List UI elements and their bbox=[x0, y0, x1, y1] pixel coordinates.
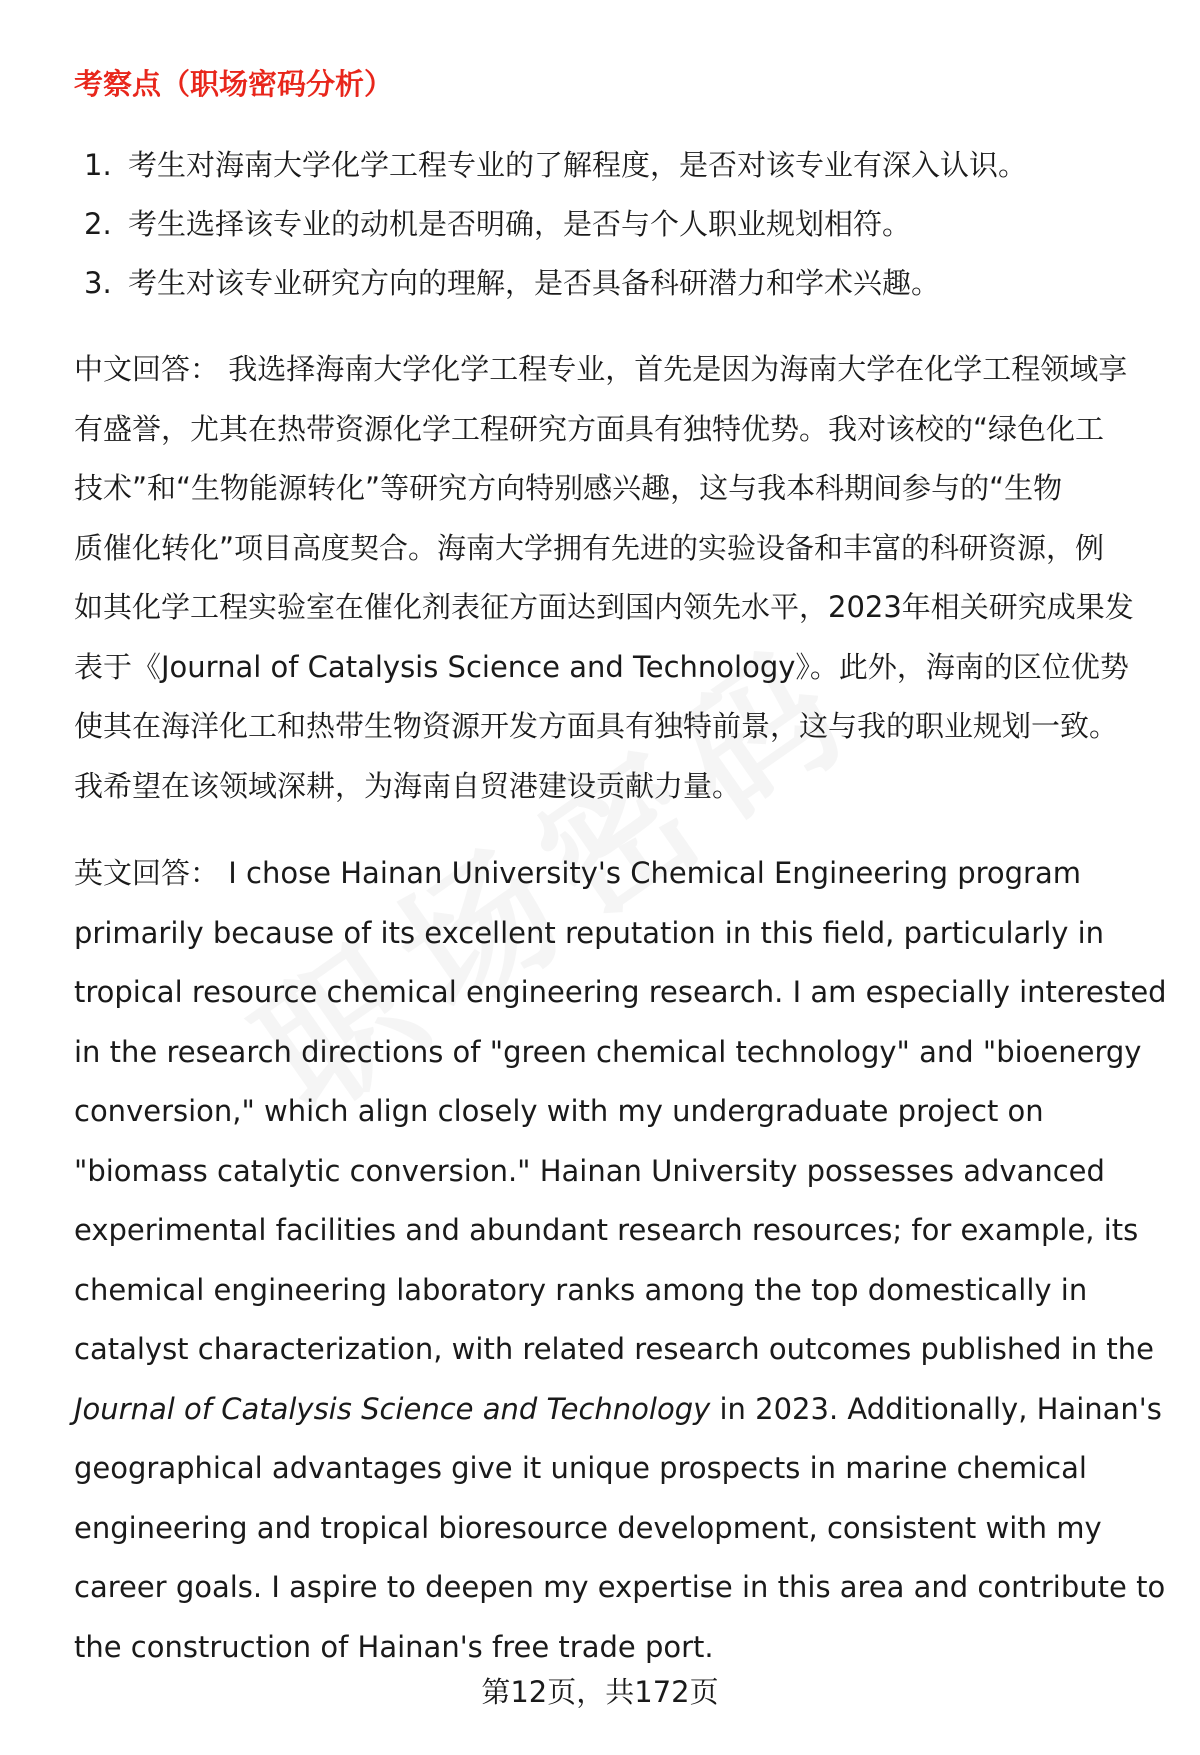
paragraph-line: chemical engineering laboratory ranks among the top domestically in bbox=[74, 1272, 1088, 1307]
section-title: 考察点（职场密码分析） bbox=[74, 67, 394, 101]
paragraph-line: experimental facilities and abundant research resources; for example, its bbox=[74, 1213, 1139, 1247]
paragraph-line: tropical resource chemical engineering research. I am especially interested bbox=[74, 975, 1167, 1009]
list-item bbox=[84, 195, 1027, 254]
paragraph-line: Journal of Catalysis Science and Technology in 2023. Additionally, Hainan's bbox=[74, 1391, 1162, 1426]
list-text: 考生对海南大学化学工程专业的了解程度，是否对该专业有深入认识。 bbox=[128, 148, 1028, 182]
paragraph-line: "biomass catalytic conversion." Hainan University possesses advanced bbox=[74, 1153, 1105, 1188]
paragraph-line: 如其化学工程实验室在催化剂表征方面达到国内领先水平，2023年相关研究成果发 bbox=[74, 590, 1134, 624]
paragraph-line: the construction of Hainan's free trade port. bbox=[74, 1629, 714, 1664]
paragraph-line: 技术”和“生物能源转化”等研究方向特别感兴趣，这与我本科期间参与的“生物 bbox=[74, 471, 1063, 505]
english-answer bbox=[74, 844, 1167, 1677]
list-item bbox=[84, 254, 1027, 313]
key-points-list bbox=[84, 136, 1027, 313]
paragraph-line: career goals. I aspire to deepen my expertise in this area and contribute to bbox=[74, 1570, 1166, 1604]
paragraph-line: primarily because of its excellent reputation in this field, particularly in bbox=[74, 915, 1105, 950]
list-number: 2. bbox=[84, 207, 112, 241]
paragraph-line: 质催化转化”项目高度契合。海南大学拥有先进的实验设备和丰富的科研资源，例 bbox=[74, 530, 1105, 565]
page-number: 第12页，共172页 bbox=[481, 1675, 719, 1709]
paragraph-line: in the research directions of "green chemical technology" and "bioenergy bbox=[74, 1034, 1142, 1069]
list-number: 1. bbox=[84, 148, 112, 182]
journal-title: Journal of Catalysis Science and Technology bbox=[74, 1391, 711, 1426]
paragraph-line: geographical advantages give it unique prospects in marine chemical bbox=[74, 1451, 1087, 1485]
paragraph-line: conversion," which align closely with my undergraduate project on bbox=[74, 1094, 1044, 1128]
list-text: 考生选择该专业的动机是否明确，是否与个人职业规划相符。 bbox=[128, 207, 912, 241]
list-number: 3. bbox=[84, 266, 112, 300]
chinese-answer bbox=[74, 340, 1162, 816]
paragraph-line: catalyst characterization, with related research outcomes published in the bbox=[74, 1332, 1155, 1366]
list-item bbox=[84, 136, 1027, 195]
list-text: 考生对该专业研究方向的理解，是否具备科研潜力和学术兴趣。 bbox=[128, 266, 941, 300]
paragraph-line: 我希望在该领域深耕，为海南自贸港建设贡献力量。 bbox=[74, 768, 742, 803]
paragraph-line: 有盛誉，尤其在热带资源化学工程研究方面具有独特优势。我对该校的“绿色化工 bbox=[74, 411, 1105, 446]
paragraph-line: 使其在海洋化工和热带生物资源开发方面具有独特前景，这与我的职业规划一致。 bbox=[74, 709, 1119, 743]
paragraph-line: 英文回答： I chose Hainan University's Chemical Engineering program bbox=[74, 856, 1081, 890]
paragraph-line: 表于《Journal of Catalysis Science and Technology》。此外，海南的区位优势 bbox=[74, 649, 1129, 684]
paragraph-line: engineering and tropical bioresource development, consistent with my bbox=[74, 1510, 1102, 1545]
english-answer-label: 英文回答： bbox=[74, 856, 220, 890]
chinese-answer-label: 中文回答： bbox=[74, 352, 220, 386]
paragraph-line: 中文回答： 我选择海南大学化学工程专业，首先是因为海南大学在化学工程领域享 bbox=[74, 352, 1128, 386]
